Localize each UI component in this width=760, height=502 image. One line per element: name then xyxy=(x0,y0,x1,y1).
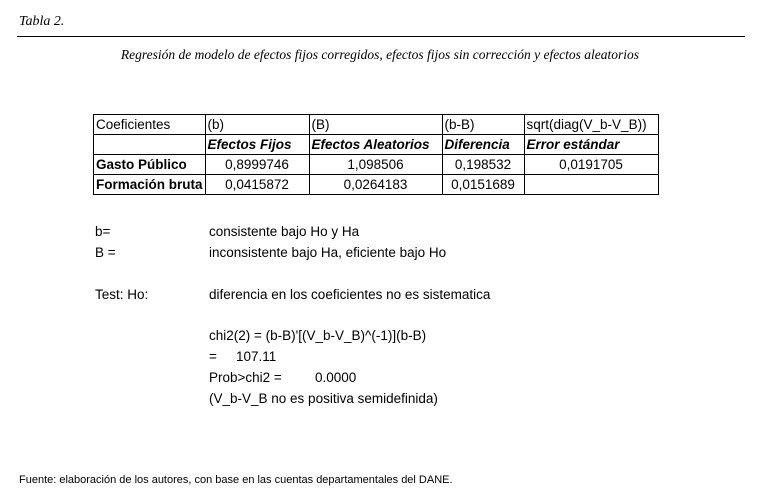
table-row xyxy=(94,175,659,195)
chi2-formula: chi2(2) = (b-B)'[(V_b-V_B)^(-1)](b-B) xyxy=(209,328,427,343)
header-cell: Coeficientes xyxy=(94,115,206,135)
value-cell: 0,0264183 xyxy=(309,175,442,195)
value-cell: 1,098506 xyxy=(309,155,442,175)
coefficients-table xyxy=(93,114,659,195)
top-rule xyxy=(17,36,745,37)
value-cell: 0,0151689 xyxy=(442,175,524,195)
table-header-row xyxy=(94,115,659,135)
value-cell: 0,8999746 xyxy=(205,155,309,175)
value-cell: 0,0191705 xyxy=(524,155,658,175)
table-subheader-row xyxy=(94,135,659,155)
header-cell: (b) xyxy=(205,115,309,135)
header-cell: (B) xyxy=(309,115,442,135)
table-row xyxy=(94,155,659,175)
B-description: inconsistente bajo Ha, eficiente bajo Ho xyxy=(209,245,447,260)
prob-label: Prob>chi2 = xyxy=(209,370,282,385)
header-cell: (b-B) xyxy=(442,115,524,135)
value-cell: 0,198532 xyxy=(442,155,524,175)
table-label: Tabla 2. xyxy=(19,14,65,29)
remark: (V_b-V_B no es positiva semidefinida) xyxy=(209,391,438,406)
subheader-cell: Diferencia xyxy=(442,135,524,155)
B-label: B = xyxy=(95,245,116,260)
source-footer: Fuente: elaboración de los autores, con base en las cuentas departamentales del DANE. xyxy=(19,474,453,486)
value-cell xyxy=(524,175,658,195)
row-label: Formación bruta xyxy=(94,175,206,195)
row-label: Gasto Público xyxy=(94,155,206,175)
subheader-cell: Efectos Aleatorios xyxy=(309,135,442,155)
subheader-cell: Efectos Fijos xyxy=(205,135,309,155)
test-description: diferencia en los coeficientes no es sistematica xyxy=(209,287,491,302)
header-cell: sqrt(diag(V_b-V_B)) xyxy=(524,115,658,135)
b-description: consistente bajo Ho y Ha xyxy=(209,224,360,239)
equals-sign: = xyxy=(209,349,217,364)
value-cell: 0,0415872 xyxy=(205,175,309,195)
regression-output-image xyxy=(93,114,666,412)
subheader-cell xyxy=(94,135,206,155)
table-caption: Regresión de modelo de efectos fijos corregidos, efectos fijos sin corrección y efectos aleatorios xyxy=(120,47,640,62)
subheader-cell: Error estándar xyxy=(524,135,658,155)
b-label: b= xyxy=(95,224,111,239)
test-label: Test: Ho: xyxy=(95,287,149,302)
chi2-value: 107.11 xyxy=(236,349,277,364)
prob-value: 0.0000 xyxy=(315,370,357,385)
